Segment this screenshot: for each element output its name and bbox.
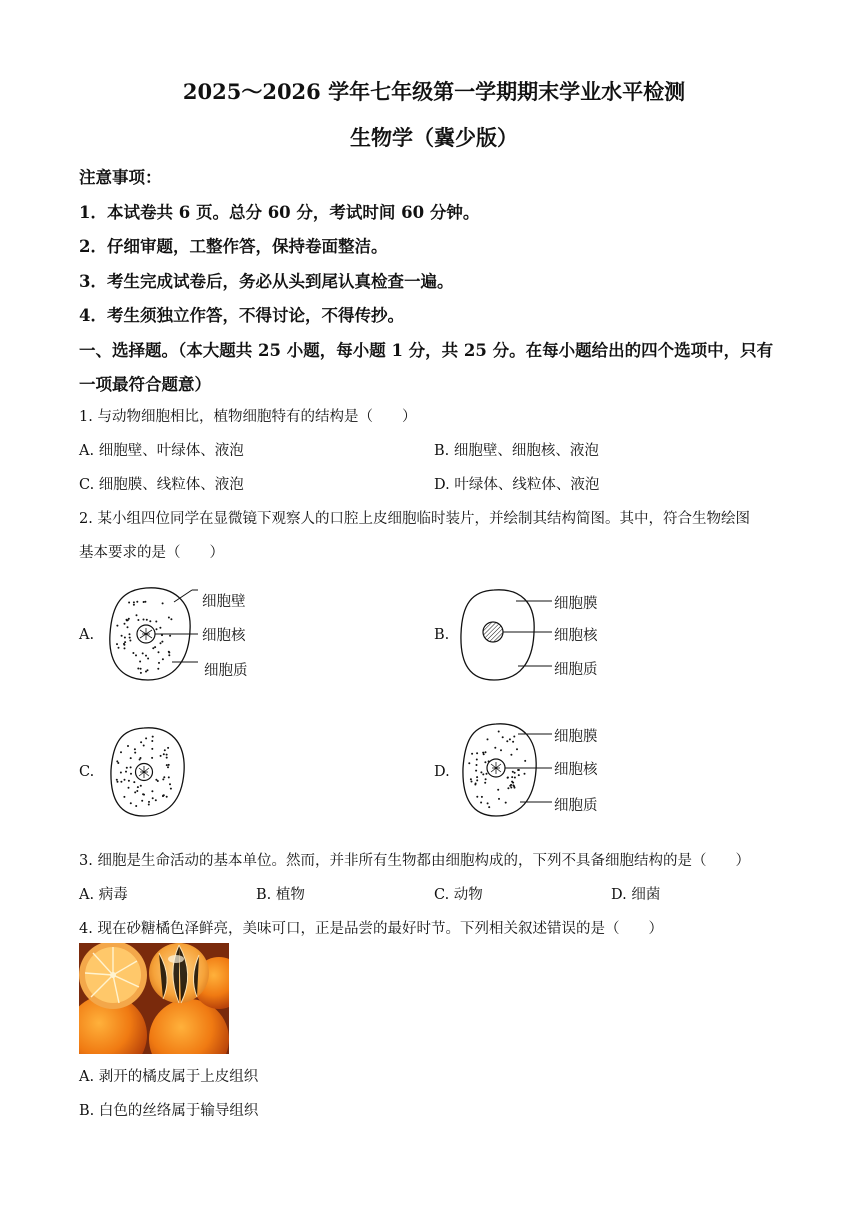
diagram-b-cell[interactable] [458,588,548,682]
question-2-stem: 2. 某小组四位同学在显微镜下观察人的口腔上皮细胞临时装片，并绘制其结构简图。其中，符合生物绘图 [79,511,750,527]
question-3-stem: 3. 细胞是生命活动的基本单位。然而，并非所有生物都由细胞构成的，下列不具备细胞结构的是（ ） [79,853,750,869]
diagram-a-label-nucleus: 细胞核 [202,628,246,644]
q1-option-a[interactable]: A. 细胞壁、叶绿体、液泡 [79,443,244,459]
exam-title: 2025～2026 学年七年级第一学期期末学业水平检测 [182,79,686,104]
q1-option-d[interactable]: D. 叶绿体、线粒体、液泡 [434,477,600,493]
q1-option-c[interactable]: C. 细胞膜、线粒体、液泡 [79,477,244,493]
q3-option-a[interactable]: A. 病毒 [79,887,128,903]
exam-subtitle: 生物学（冀少版） [350,125,518,150]
notice-heading: 注意事项： [79,168,162,187]
section-instructions-cont: 一项最符合题意） [79,375,211,394]
q1-option-b[interactable]: B. 细胞壁、细胞核、液泡 [434,443,599,459]
q4-option-a[interactable]: A. 剥开的橘皮属于上皮组织 [79,1069,259,1085]
question-1-stem: 1. 与动物细胞相比，植物细胞特有的结构是（ ） [79,409,417,425]
q3-option-d[interactable]: D. 细菌 [611,887,661,903]
notice-item: 1．本试卷共 6 页。总分 60 分，考试时间 60 分钟。 [79,203,480,222]
section-instructions: 一、选择题。（本大题共 25 小题，每小题 1 分，共 25 分。在每小题给出的四个选项中，只有 [79,341,774,360]
question-4-stem: 4. 现在砂糖橘色泽鲜亮，美味可口，正是品尝的最好时节。下列相关叙述错误的是（ ） [79,921,663,937]
question-2-stem-cont: 基本要求的是（ ） [79,545,224,561]
mandarin-oranges-photo [79,943,229,1054]
diagram-c-cell[interactable] [108,726,188,818]
q3-option-b[interactable]: B. 植物 [256,887,305,903]
notice-item: 3．考生完成试卷后，务必从头到尾认真检查一遍。 [79,272,454,291]
notice-item: 4．考生须独立作答，不得讨论，不得传抄。 [79,306,404,325]
q2-option-b-letter[interactable]: B. [434,627,450,643]
q3-option-c[interactable]: C. 动物 [434,887,483,903]
diagram-b-label-cytoplasm: 细胞质 [554,662,598,678]
diagram-a-label-cytoplasm: 细胞质 [204,663,248,679]
diagram-a-label-wall: 细胞壁 [202,594,246,610]
q2-option-d-letter[interactable]: D. [434,764,450,780]
diagram-d-label-membrane: 细胞膜 [554,729,598,745]
q4-option-b[interactable]: B. 白色的丝络属于输导组织 [79,1103,259,1119]
q2-option-c-letter[interactable]: C. [79,764,95,780]
diagram-a-cell[interactable] [106,586,196,682]
diagram-b-label-membrane: 细胞膜 [554,596,598,612]
diagram-d-label-cytoplasm: 细胞质 [554,798,598,814]
notice-item: 2．仔细审题，工整作答，保持卷面整洁。 [79,237,388,256]
diagram-d-label-nucleus: 细胞核 [554,762,598,778]
q2-option-a-letter[interactable]: A. [79,627,95,643]
diagram-b-label-nucleus: 细胞核 [554,628,598,644]
diagram-d-cell[interactable] [460,722,540,818]
